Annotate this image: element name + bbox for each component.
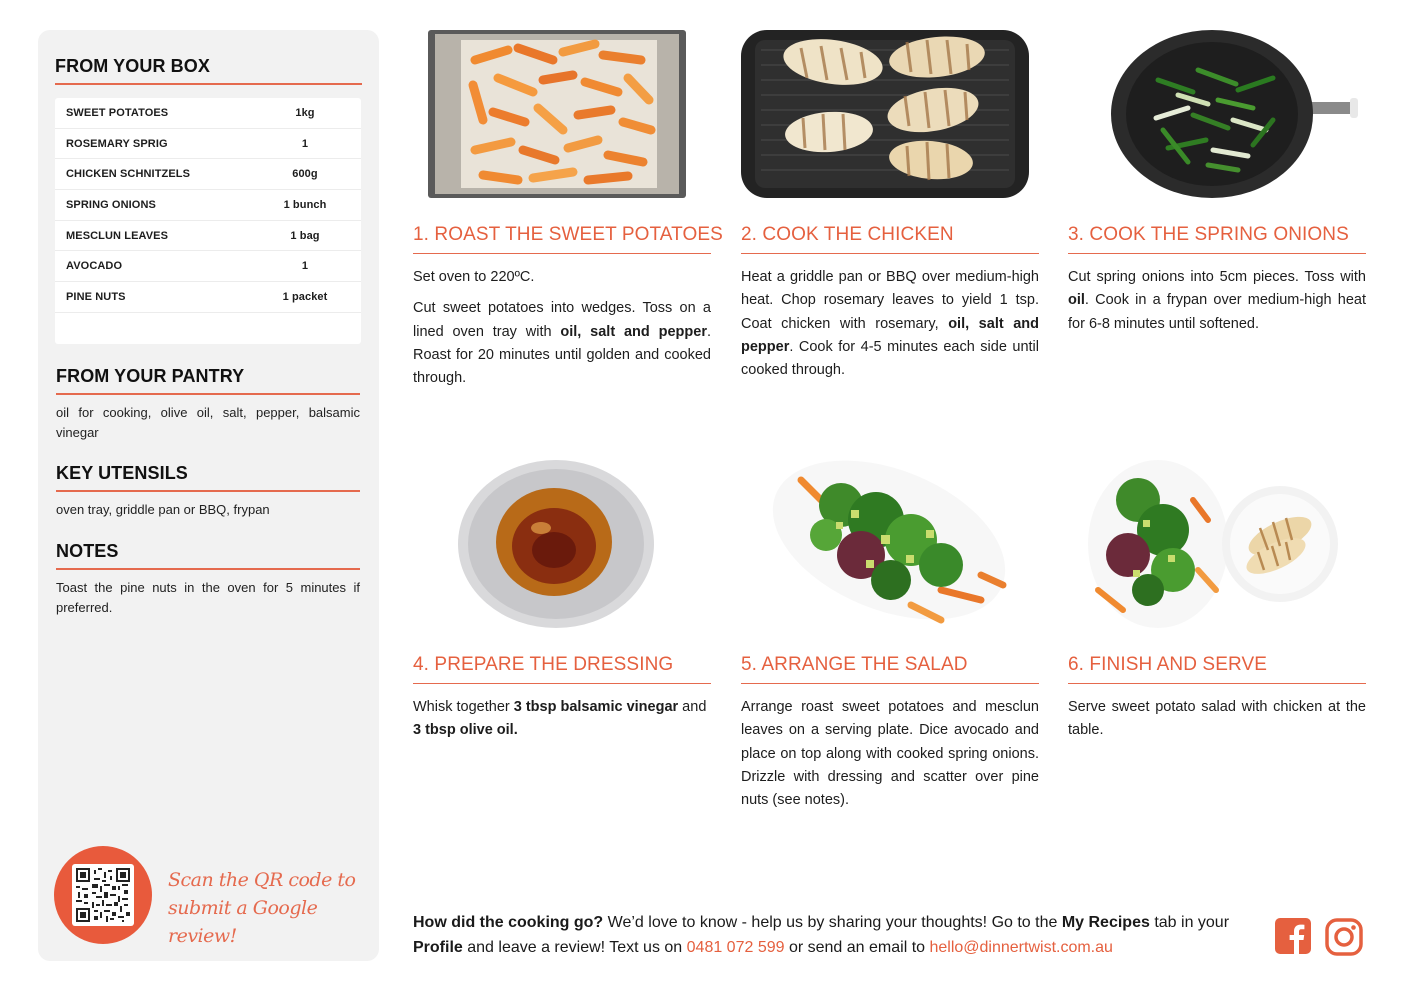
qr-caption-line: submit a Google review! bbox=[168, 897, 318, 947]
step-body bbox=[413, 696, 711, 751]
step-body bbox=[741, 696, 1039, 820]
step-text: Cut sweet potatoes into wedges. Toss on a lined oven tray with bbox=[413, 300, 711, 340]
my-recipes-link[interactable]: My Recipes bbox=[1061, 914, 1150, 931]
utensils-text: oven tray, griddle pan or BBQ, frypan bbox=[56, 502, 270, 517]
table-row bbox=[55, 190, 361, 221]
step-bold: 3 tbsp olive oil. bbox=[413, 722, 518, 739]
step-text: and bbox=[678, 699, 707, 715]
step-bold: oil, salt and pepper bbox=[741, 315, 1040, 355]
box-ingredients-table bbox=[55, 98, 361, 344]
pantry-section bbox=[56, 366, 360, 443]
step-bold: oil bbox=[1068, 292, 1085, 309]
step-title: 1. ROAST THE SWEET POTATOES bbox=[413, 224, 711, 254]
qr-badge[interactable] bbox=[54, 846, 152, 944]
step-title: 3. COOK THE SPRING ONIONS bbox=[1068, 224, 1366, 254]
table-row bbox=[55, 159, 361, 190]
ingredient-qty: 600g bbox=[292, 168, 318, 181]
profile-link[interactable]: Profile bbox=[413, 939, 463, 956]
pantry-heading: FROM YOUR PANTRY bbox=[56, 366, 360, 395]
phone-link[interactable]: 0481 072 599 bbox=[686, 939, 785, 956]
ingredient-qty: 1kg bbox=[295, 106, 315, 119]
step-body bbox=[1068, 696, 1366, 751]
table-row bbox=[55, 129, 361, 160]
spring-onions-frypan-photo bbox=[1068, 30, 1366, 198]
ingredient-name: SWEET POTATOES bbox=[66, 106, 169, 119]
ingredients-sidebar bbox=[38, 30, 379, 961]
step-paragraph: Serve sweet potato salad with chicken at the table. bbox=[1068, 699, 1366, 739]
email-link[interactable]: hello@dinnertwist.com.au bbox=[929, 939, 1113, 956]
feedback-footer bbox=[413, 910, 1263, 960]
ingredient-name: CHICKEN SCHNITZELS bbox=[66, 168, 191, 181]
roasted-sweet-potatoes-photo bbox=[413, 30, 711, 198]
ingredient-qty: 1 bbox=[301, 137, 309, 150]
step-body bbox=[741, 266, 1039, 390]
finished-dish-photo bbox=[1068, 460, 1366, 628]
step-paragraph bbox=[1068, 266, 1366, 336]
step-paragraph: Set oven to 220ºC. bbox=[413, 269, 535, 285]
step-bold: 3 tbsp balsamic vinegar bbox=[513, 699, 679, 715]
step-title: 4. PREPARE THE DRESSING bbox=[413, 654, 711, 684]
step-body bbox=[413, 266, 711, 398]
footer-question: How did the cooking go? bbox=[413, 914, 604, 931]
step-paragraph bbox=[413, 297, 711, 390]
ingredient-qty: 1 bunch bbox=[283, 198, 327, 211]
step-bold: oil, salt and pepper bbox=[560, 323, 707, 340]
notes-heading: NOTES bbox=[56, 541, 360, 570]
ingredient-name: PINE NUTS bbox=[66, 290, 126, 303]
step-title: 2. COOK THE CHICKEN bbox=[741, 224, 1039, 254]
step-title: 5. ARRANGE THE SALAD bbox=[741, 654, 1039, 684]
ingredient-qty: 1 bbox=[301, 260, 309, 273]
step-paragraph: Arrange roast sweet potatoes and mesclun leaves on a serving plate. Dice avocado and place on top along with cooked spring onions. Drizzle with dressing and scatter over pine nuts (see notes). bbox=[741, 699, 1039, 809]
ingredient-name: ROSEMARY SPRIG bbox=[66, 137, 168, 150]
utensils-heading: KEY UTENSILS bbox=[56, 463, 360, 492]
notes-text: Toast the pine nuts in the oven for 5 minutes if preferred. bbox=[56, 580, 360, 615]
step-text: Whisk together bbox=[413, 699, 514, 715]
facebook-icon[interactable] bbox=[1275, 918, 1313, 956]
utensils-section bbox=[56, 463, 360, 520]
step-text: . Roast for 20 minutes until golden and cooked through. bbox=[413, 323, 711, 387]
arranged-salad-photo bbox=[741, 460, 1039, 628]
footer-text: We’d love to know - help us by sharing your thoughts! Go to the bbox=[603, 914, 1062, 931]
footer-text: or send an email to bbox=[784, 939, 930, 956]
ingredient-qty: 1 bag bbox=[290, 229, 320, 242]
step-text: . Cook in a frypan over medium-high heat for 6-8 minutes until softened. bbox=[1068, 292, 1366, 332]
balsamic-dressing-photo bbox=[413, 460, 711, 628]
table-row bbox=[55, 251, 361, 282]
ingredient-qty: 1 packet bbox=[282, 290, 328, 303]
table-row bbox=[55, 282, 361, 313]
qr-caption-line: Scan the QR code to bbox=[168, 869, 356, 891]
griddle-chicken-photo bbox=[741, 30, 1039, 198]
ingredient-name: SPRING ONIONS bbox=[66, 198, 156, 211]
step-body bbox=[1068, 266, 1366, 344]
footer-text: and leave a review! Text us on bbox=[462, 939, 687, 956]
table-row bbox=[55, 221, 361, 252]
pantry-text: oil for cooking, olive oil, salt, pepper, balsamic vinegar bbox=[56, 405, 360, 440]
box-heading: FROM YOUR BOX bbox=[55, 56, 362, 85]
step-text: Heat a griddle pan or BBQ over medium-high heat. Chop rosemary leaves to yield 1 tsp. Coat chicken with rosemary, bbox=[741, 269, 1039, 332]
step-paragraph bbox=[413, 696, 711, 743]
table-row bbox=[55, 98, 361, 129]
ingredient-name: AVOCADO bbox=[66, 260, 123, 273]
qr-caption bbox=[168, 866, 368, 950]
step-paragraph bbox=[741, 266, 1039, 382]
notes-section bbox=[56, 541, 360, 618]
step-text: Cut spring onions into 5cm pieces. Toss with bbox=[1068, 269, 1366, 285]
footer-text: tab in your bbox=[1149, 914, 1230, 931]
step-title: 6. FINISH AND SERVE bbox=[1068, 654, 1366, 684]
step-text: . Cook for 4-5 minutes each side until cooked through. bbox=[741, 338, 1039, 379]
instagram-icon[interactable] bbox=[1325, 918, 1363, 956]
ingredient-name: MESCLUN LEAVES bbox=[66, 229, 169, 242]
qr-code-icon bbox=[72, 864, 134, 926]
